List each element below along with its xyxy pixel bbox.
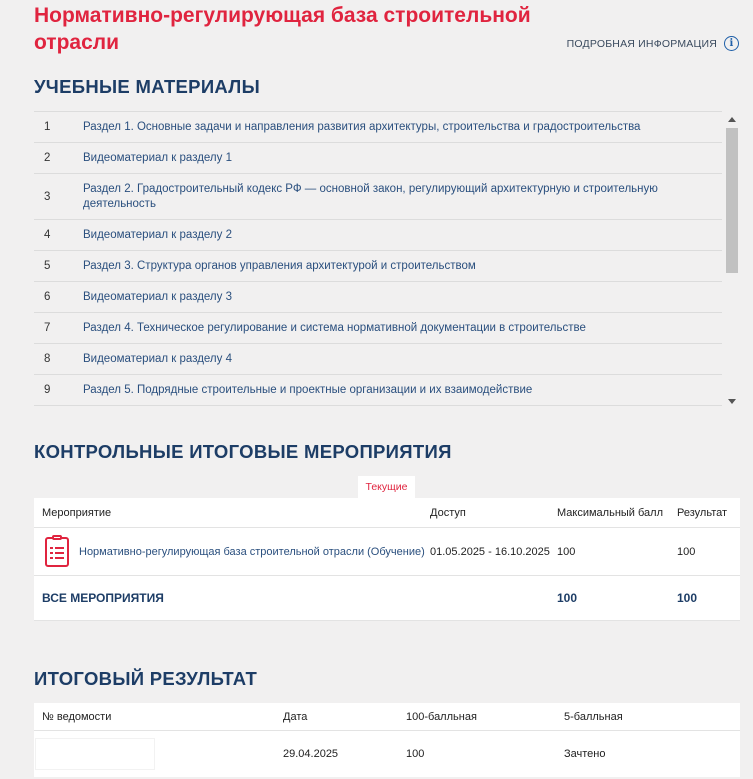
material-number: 7 — [44, 322, 51, 334]
results-table — [34, 703, 740, 777]
material-link[interactable]: Видеоматериал к разделу 1 — [83, 151, 232, 164]
material-item[interactable] — [34, 143, 722, 174]
material-number: 3 — [44, 190, 51, 203]
material-link[interactable]: Видеоматериал к разделу 3 — [83, 290, 232, 303]
clipboard-list-icon — [45, 537, 69, 567]
column-header-result: Результат — [677, 506, 728, 519]
event-access-dates: 01.05.2025 - 16.10.2025 — [430, 545, 550, 558]
table-row — [34, 731, 740, 777]
materials-scrollbar[interactable] — [724, 111, 740, 406]
page-title: Нормативно-регулирующая база строительной отрасли — [34, 4, 531, 54]
event-result: 100 — [677, 545, 696, 558]
column-header-event: Мероприятие — [42, 506, 112, 519]
result-date: 29.04.2025 — [283, 748, 339, 760]
result-score5: Зачтено — [564, 748, 606, 760]
material-item[interactable] — [34, 313, 722, 344]
event-max-score: 100 — [557, 545, 576, 558]
scroll-up-arrow-icon[interactable] — [728, 117, 736, 122]
material-item[interactable] — [34, 174, 722, 220]
material-item[interactable] — [34, 375, 722, 406]
materials-list — [34, 111, 722, 406]
info-icon[interactable]: i — [724, 36, 739, 51]
column-header-score100: 100-балльная — [406, 710, 477, 723]
material-number: 9 — [44, 384, 51, 396]
statement-number-redacted — [36, 739, 154, 769]
result-score100: 100 — [406, 748, 425, 760]
material-item[interactable] — [34, 251, 722, 282]
material-link[interactable]: Раздел 2. Градостроительный кодекс РФ — основной закон, регулирующий архитектурную и строительную деятельность — [83, 182, 658, 210]
event-cell — [34, 537, 430, 567]
total-result: 100 — [677, 591, 698, 605]
scrollbar-thumb[interactable] — [726, 128, 738, 273]
material-link[interactable]: Раздел 1. Основные задачи и направления развития архитектуры, строительства и градостроительства — [83, 120, 641, 133]
material-item[interactable] — [34, 282, 722, 313]
column-header-score5: 5-балльная — [564, 710, 623, 723]
material-number: 6 — [44, 291, 51, 303]
materials-heading: УЧЕБНЫЕ МАТЕРИАЛЫ — [34, 76, 260, 97]
column-header-statement: № ведомости — [42, 710, 112, 723]
material-link[interactable]: Раздел 5. Подрядные строительные и проектные организации и их взаимодействие — [83, 383, 533, 396]
events-total-row — [34, 576, 740, 621]
material-number: 4 — [44, 229, 51, 241]
scroll-down-arrow-icon[interactable] — [728, 399, 736, 404]
material-item[interactable] — [34, 344, 722, 375]
results-table-header — [34, 703, 740, 731]
column-header-max-score: Максимальный балл — [557, 506, 663, 519]
material-item[interactable] — [34, 112, 722, 143]
details-link[interactable] — [567, 36, 739, 51]
tab-current[interactable]: Текущие — [358, 476, 415, 498]
materials-list-panel — [34, 111, 740, 406]
material-number: 8 — [44, 353, 51, 365]
events-heading: КОНТРОЛЬНЫЕ ИТОГОВЫЕ МЕРОПРИЯТИЯ — [34, 441, 452, 462]
events-table — [34, 498, 740, 621]
column-header-access: Доступ — [430, 506, 466, 519]
total-max-score: 100 — [557, 591, 578, 605]
material-number: 1 — [44, 121, 51, 133]
material-link[interactable]: Видеоматериал к разделу 2 — [83, 228, 232, 241]
material-number: 5 — [44, 260, 51, 272]
material-number: 2 — [44, 152, 51, 164]
column-header-date: Дата — [283, 710, 308, 723]
event-link[interactable]: Нормативно-регулирующая база строительной отрасли (Обучение) — [79, 545, 425, 558]
results-heading: ИТОГОВЫЙ РЕЗУЛЬТАТ — [34, 668, 258, 689]
material-link[interactable]: Раздел 4. Техническое регулирование и система нормативной документации в строительстве — [83, 321, 586, 334]
material-link[interactable]: Видеоматериал к разделу 4 — [83, 352, 232, 365]
table-row[interactable] — [34, 528, 740, 576]
details-link-label: ПОДРОБНАЯ ИНФОРМАЦИЯ — [566, 37, 717, 50]
events-table-header — [34, 498, 740, 528]
material-link[interactable]: Раздел 3. Структура органов управления архитектурой и строительством — [83, 259, 476, 272]
total-label: ВСЕ МЕРОПРИЯТИЯ — [42, 591, 164, 605]
material-item[interactable] — [34, 220, 722, 251]
statement-cell — [34, 739, 283, 769]
